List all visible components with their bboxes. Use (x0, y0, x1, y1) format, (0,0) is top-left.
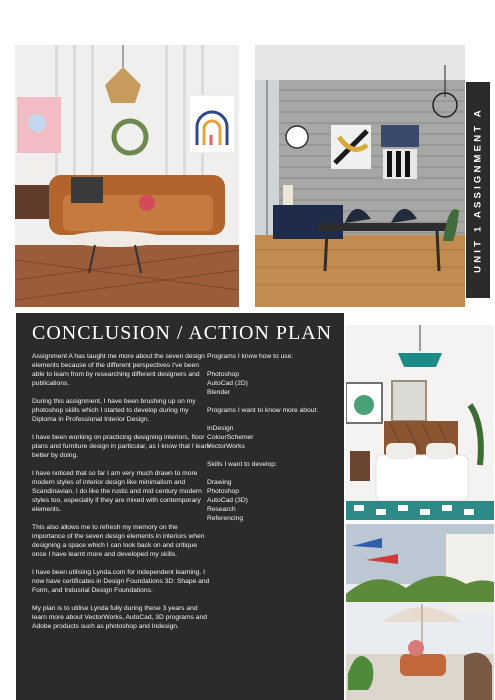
skills-item: Research (207, 506, 236, 513)
conclusion-paragraph: My plan is to utilise Lynda fully during these 3 years and learn more about VectorWorks, AutoCad, 3D programs and Adobe products such as photoshop and Indesign. (32, 605, 207, 630)
programs-wanted-item: ColourSchemer (207, 434, 254, 441)
conclusion-paragraph: Assignment A has taught me more about the seven design elements because of the different perspectives I've been able to learn from by researching different designers and publications. (32, 353, 205, 387)
skills-item: AutoCad (3D) (207, 497, 248, 504)
conclusion-title: CONCLUSION / ACTION PLAN (32, 322, 333, 344)
skills-item: Drawing (207, 479, 232, 486)
skills-heading: Skills I want to develop: (207, 461, 277, 468)
skills-item: Referencing (207, 515, 244, 522)
programs-known-item: AutoCad (2D) (207, 380, 248, 387)
skills-item: Photoshop (207, 488, 239, 495)
conclusion-paragraph: I have been working on practicing designing interiors, floor plans and furniture design in particular, as I know that I learn better by doing. (32, 434, 211, 459)
dining-room-moodboard-image (255, 45, 465, 307)
programs-wanted-item: InDesign (207, 425, 234, 432)
conclusion-right-column (207, 352, 337, 532)
programs-known-item: Blender (207, 389, 231, 396)
programs-wanted-item: VectorWorks (207, 443, 245, 450)
living-room-moodboard-image (15, 45, 239, 307)
side-tab-label: UNIT 1 ASSIGNMENT A (472, 107, 484, 273)
programs-known-heading: Programs I know how to use: (207, 353, 294, 360)
conclusion-paragraph: This also allows me to refresh my memory on the importance of the seven design elements in interiors when designing a space which I can look back on and critique once I have learnt more and developed my skills. (32, 524, 205, 558)
conclusion-paragraph: During this assignment, I have been brushing up on my photoshop skills which I started to develop during my Diploma in Professional Interior Design. (32, 398, 196, 423)
conclusion-paragraph: I have noticed that so far I am very much drawn to more modern styles of interior design like minimalism and Scandinavian. I do like the rustic and mid century modern styles too, especially if they are mixed with contemporary elements. (32, 470, 202, 513)
bedroom-moodboard-image (346, 325, 494, 520)
conclusion-panel (16, 313, 344, 700)
unit-side-tab (466, 82, 490, 298)
conclusion-paragraph: I have been utilising Lynda.com for independent learning. I now have certificates in Design Foundations 3D: Shape and Form, and Indusrial Design Foundations. (32, 569, 210, 594)
conclusion-left-column (32, 352, 212, 640)
garden-moodboard-image (346, 524, 494, 700)
programs-known-item: Photoshop (207, 371, 239, 378)
programs-wanted-heading: Programs I want to know more about: (207, 407, 319, 414)
